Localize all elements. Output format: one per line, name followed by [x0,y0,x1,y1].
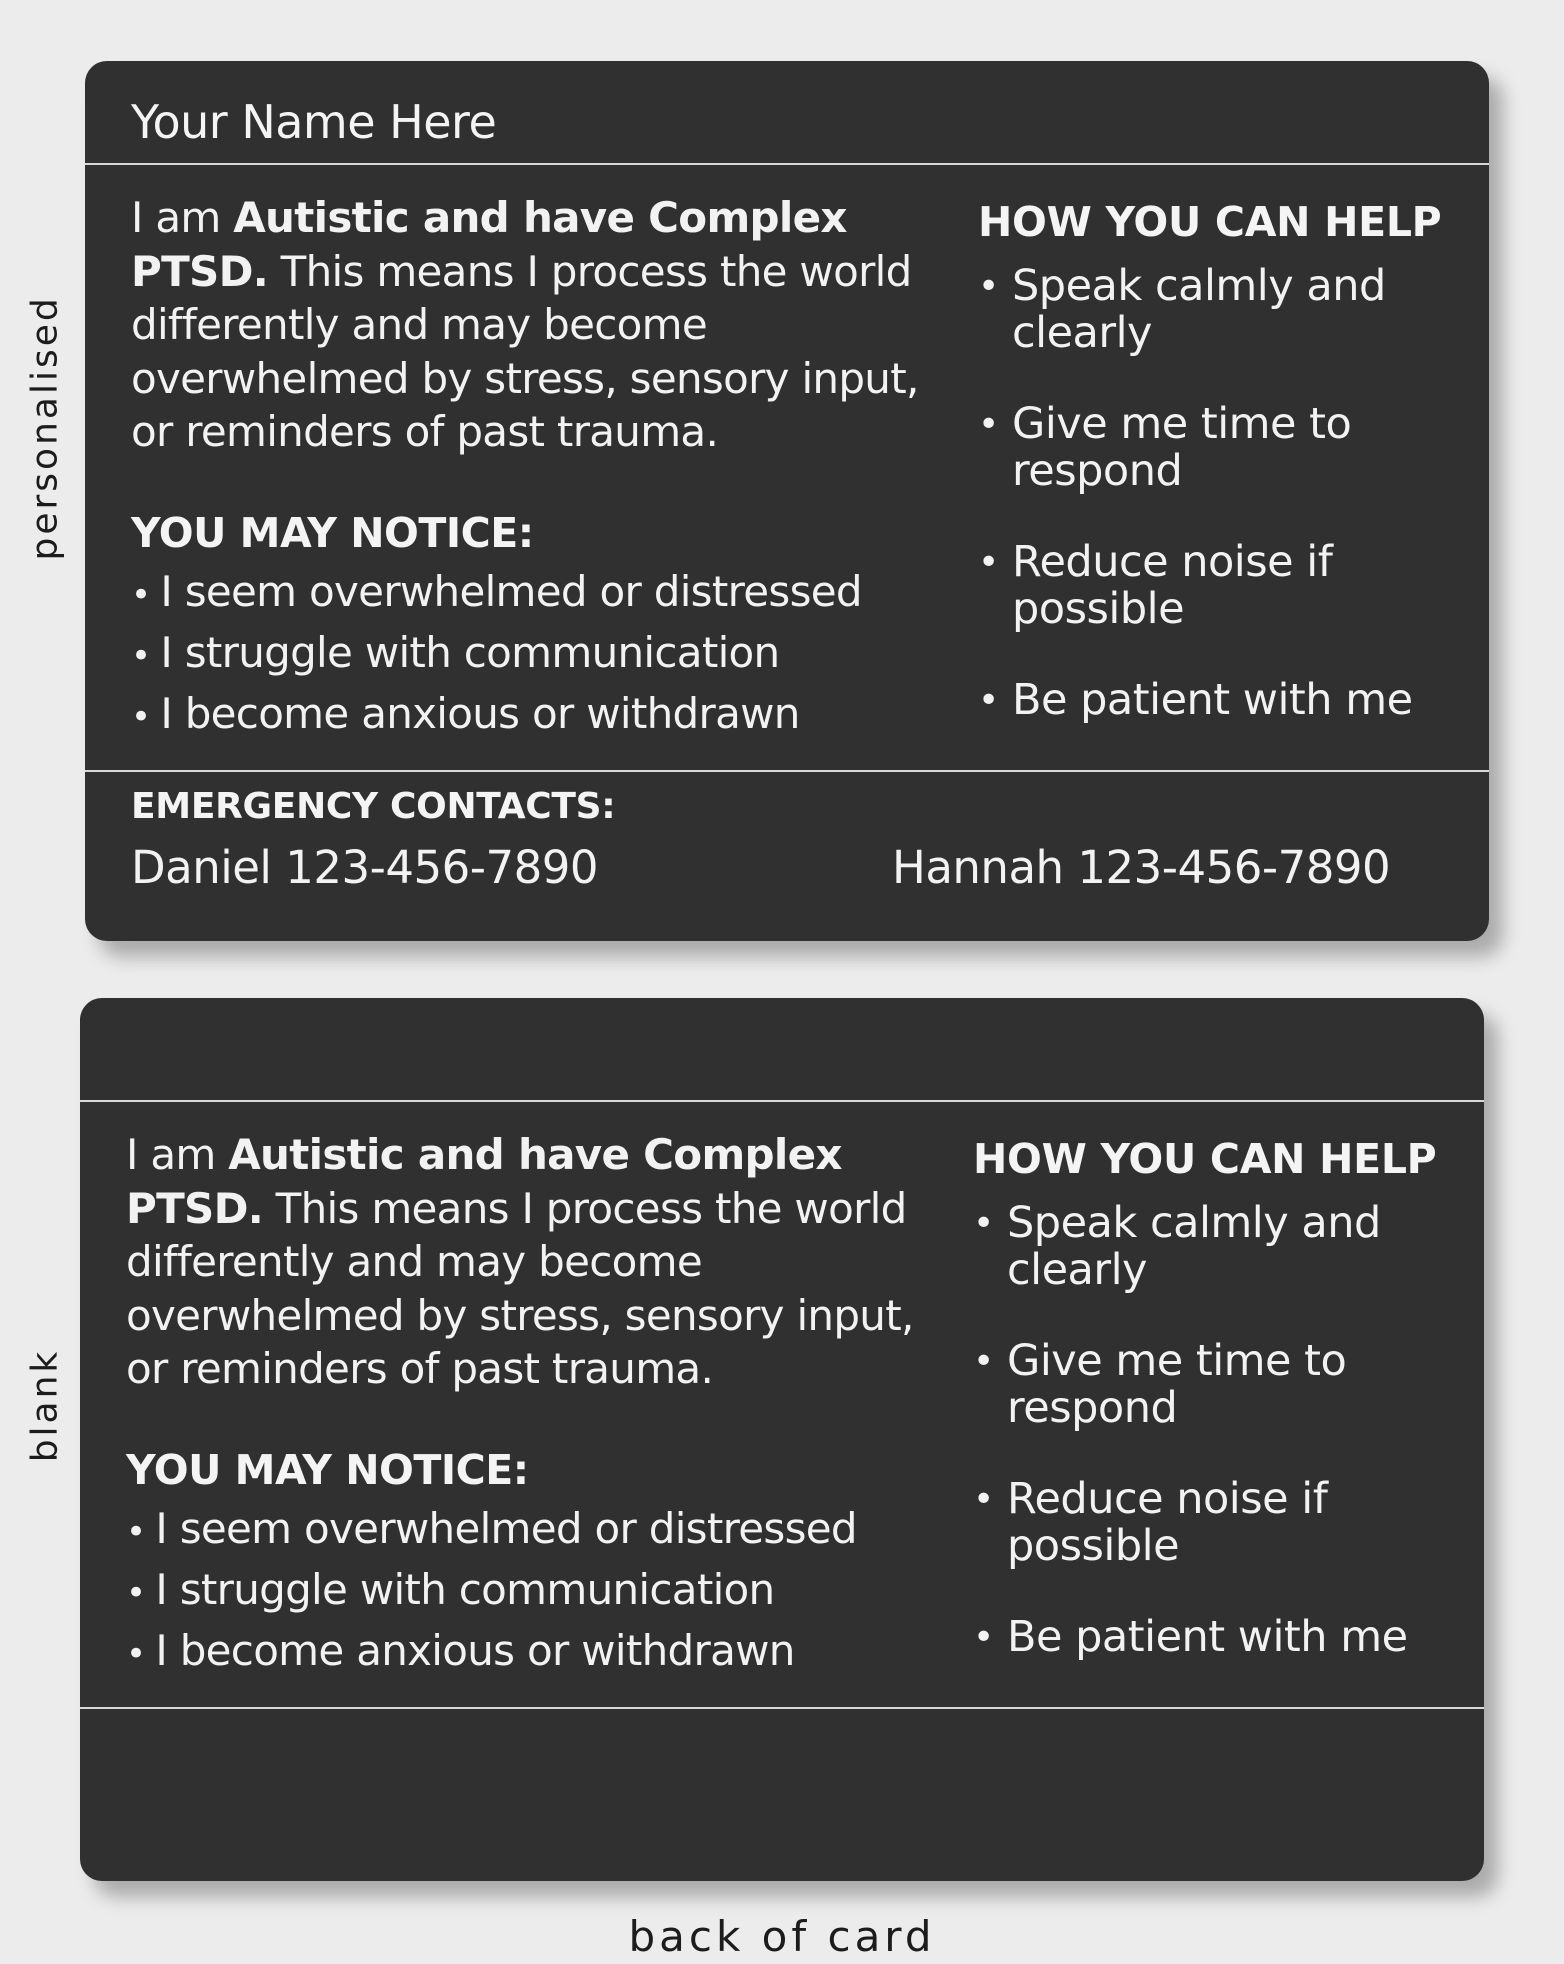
footer-divider [80,1707,1484,1709]
header-divider [80,1100,1484,1102]
list-item: • Give me time to respond [973,1338,1453,1476]
intro-bold: Autistic and have Complex PTSD. [126,1130,842,1233]
list-item: • Be patient with me [973,1614,1453,1752]
card-name: Your Name Here [131,95,497,149]
emergency-heading: EMERGENCY CONTACTS: [131,786,616,827]
help-heading: HOW YOU CAN HELP [978,198,1442,246]
notice-list [131,561,862,744]
intro-rest: This means I process the world differently and may become overwhelmed by stress, sensory input, or reminders of past trauma. [131,246,919,456]
list-item: • I seem overwhelmed or distressed [131,561,862,622]
side-label-blank: blank [24,1348,66,1463]
list-item: • Reduce noise if possible [978,539,1458,677]
list-item: • I become anxious or withdrawn [131,683,862,744]
footer-divider [85,770,1489,772]
notice-heading: YOU MAY NOTICE: [126,1446,529,1494]
intro-paragraph [131,191,961,459]
intro-rest: This means I process the world differently and may become overwhelmed by stress, sensory input, or reminders of past trauma. [126,1183,914,1393]
list-item: • I struggle with communication [131,622,862,683]
intro-bold: Autistic and have Complex PTSD. [131,193,847,296]
emergency-contact-1: Daniel 123-456-7890 [131,841,599,894]
help-heading: HOW YOU CAN HELP [973,1135,1437,1183]
intro-paragraph [126,1128,956,1396]
notice-list [126,1498,857,1681]
list-item: • I become anxious or withdrawn [126,1620,857,1681]
footer-caption: back of card [628,1912,936,1961]
notice-heading: YOU MAY NOTICE: [131,509,534,557]
list-item: • Give me time to respond [978,401,1458,539]
side-label-personalised: personalised [24,295,66,561]
personalised-card [85,61,1489,941]
help-list [973,1200,1453,1752]
help-list [978,263,1458,815]
list-item: • Be patient with me [978,677,1458,815]
intro-prefix: I am [126,1130,216,1179]
list-item: • I struggle with communication [126,1559,857,1620]
list-item: • I seem overwhelmed or distressed [126,1498,857,1559]
header-divider [85,163,1489,165]
blank-card [80,998,1484,1881]
list-item: • Speak calmly and clearly [978,263,1458,401]
intro-prefix: I am [131,193,221,242]
list-item: • Speak calmly and clearly [973,1200,1453,1338]
list-item: • Reduce noise if possible [973,1476,1453,1614]
emergency-contact-2: Hannah 123-456-7890 [892,841,1391,894]
